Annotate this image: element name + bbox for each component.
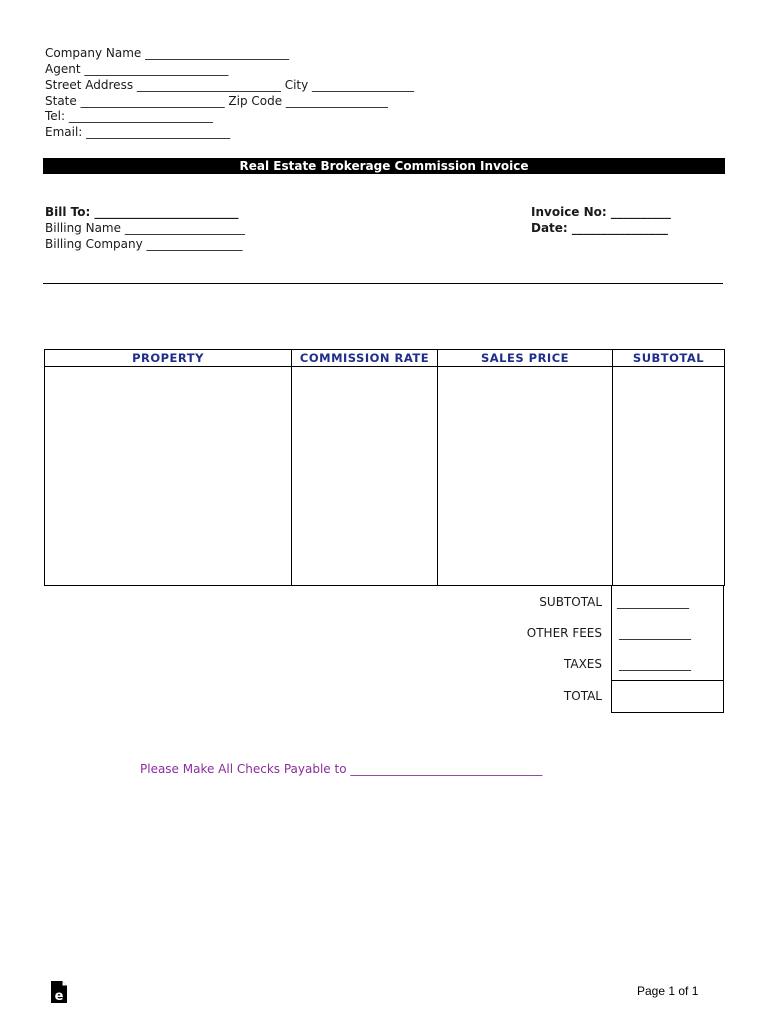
subtotal-value-blank[interactable]: ____________ xyxy=(617,595,689,609)
other-fees-value-blank[interactable]: ____________ xyxy=(619,626,691,640)
column-header-subtotal: SUBTOTAL xyxy=(613,350,725,367)
billing-name-field: Billing Name ____________________ xyxy=(45,221,245,235)
tel-field: Tel: ________________________ xyxy=(45,109,213,123)
table-row xyxy=(45,367,725,586)
taxes-value-blank[interactable]: ____________ xyxy=(619,657,691,671)
svg-text:e: e xyxy=(54,989,64,1004)
property-cell[interactable] xyxy=(45,367,292,586)
billing-company-field: Billing Company ________________ xyxy=(45,237,243,251)
sales-price-cell[interactable] xyxy=(438,367,613,586)
email-field: Email: ________________________ xyxy=(45,125,231,139)
column-header-property: PROPERTY xyxy=(45,350,292,367)
bill-to-field: Bill To: ________________________ xyxy=(45,205,239,219)
total-value-field[interactable] xyxy=(612,681,723,712)
items-table xyxy=(44,349,725,586)
company-name-field: Company Name ________________________ xyxy=(45,46,290,60)
checks-payable-line: Please Make All Checks Payable to ________________________________ xyxy=(140,762,543,776)
street-address-city-field: Street Address ________________________ City _________________ xyxy=(45,78,415,92)
totals-box-right-border xyxy=(723,586,724,713)
table-header-row xyxy=(45,350,725,367)
page-number: Page 1 of 1 xyxy=(637,984,699,998)
taxes-label: TAXES xyxy=(563,657,602,671)
other-fees-label: OTHER FEES xyxy=(526,626,602,640)
state-zip-field: State ________________________ Zip Code _________________ xyxy=(45,94,388,108)
subtotal-label: SUBTOTAL xyxy=(539,595,602,609)
total-box-bottom-border xyxy=(611,712,724,713)
divider xyxy=(43,283,723,284)
invoice-title: Real Estate Brokerage Commission Invoice xyxy=(43,158,725,174)
date-field: Date: ________________ xyxy=(531,221,668,235)
column-header-sales-price: SALES PRICE xyxy=(438,350,613,367)
column-header-commission-rate: COMMISSION RATE xyxy=(292,350,438,367)
agent-field: Agent ________________________ xyxy=(45,62,229,76)
commission-rate-cell[interactable] xyxy=(292,367,438,586)
subtotal-cell[interactable] xyxy=(613,367,725,586)
invoice-no-field: Invoice No: __________ xyxy=(531,205,671,219)
e-document-logo-icon xyxy=(50,980,68,1004)
total-label: TOTAL xyxy=(563,689,602,703)
